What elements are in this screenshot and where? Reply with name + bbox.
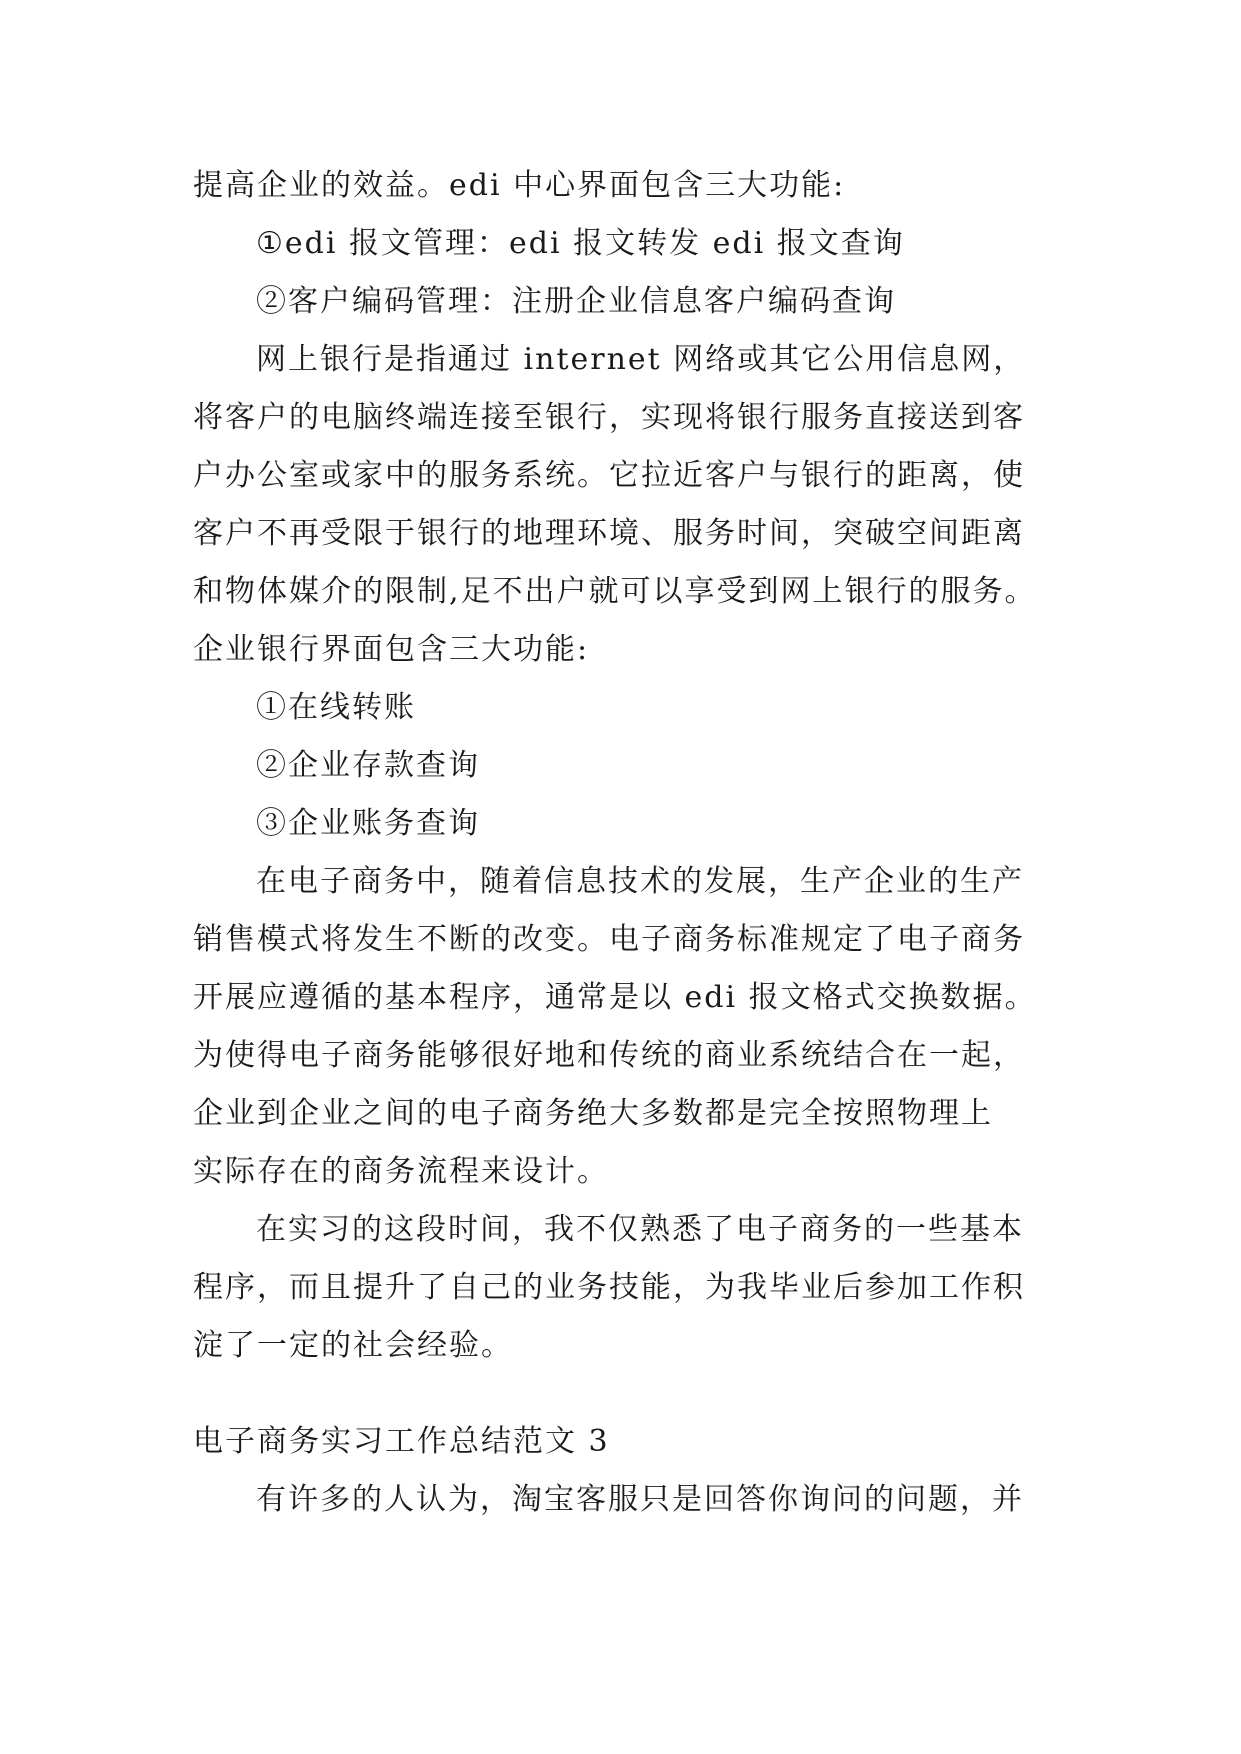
list-item: ①edi 报文管理：edi 报文转发 edi 报文查询 [256,226,905,261]
text-line: 实际存在的商务流程来设计。 [193,1154,609,1189]
text-line: 户办公室或家中的服务系统。它拉近客户与银行的距离，使 [193,458,1025,493]
list-item: ①在线转账 [256,690,416,725]
text-line: 开展应遵循的基本程序，通常是以 edi 报文格式交换数据。 [193,980,1037,1015]
text-line: 和物体媒介的限制,足不出户就可以享受到网上银行的服务。 [193,574,1037,609]
text-line: 淀了一定的社会经验。 [193,1328,513,1363]
text-line: 将客户的电脑终端连接至银行，实现将银行服务直接送到客 [193,400,1025,435]
text-line: 程序，而且提升了自己的业务技能，为我毕业后参加工作积 [193,1270,1025,1305]
list-item: ③企业账务查询 [256,806,480,841]
section-heading: 电子商务实习工作总结范文 3 [193,1424,610,1459]
paragraph-first-line: 在实习的这段时间，我不仅熟悉了电子商务的一些基本 [256,1212,1024,1247]
paragraph-first-line: 在电子商务中，随着信息技术的发展，生产企业的生产 [256,864,1024,899]
text-line: 客户不再受限于银行的地理环境、服务时间，突破空间距离 [193,516,1025,551]
paragraph-first-line: 网上银行是指通过 internet 网络或其它公用信息网， [256,342,1026,377]
list-item: ②客户编码管理：注册企业信息客户编码查询 [256,284,896,319]
list-item: ②企业存款查询 [256,748,480,783]
text-line: 企业银行界面包含三大功能: [193,632,590,667]
text-line: 为使得电子商务能够很好地和传统的商业系统结合在一起， [193,1038,1025,1073]
paragraph-first-line: 有许多的人认为，淘宝客服只是回答你询问的问题，并 [256,1482,1024,1517]
text-line: 销售模式将发生不断的改变。电子商务标准规定了电子商务 [193,922,1025,957]
text-line: 企业到企业之间的电子商务绝大多数都是完全按照物理上 [193,1096,993,1131]
text-line: 提高企业的效益。edi 中心界面包含三大功能: [193,168,846,203]
